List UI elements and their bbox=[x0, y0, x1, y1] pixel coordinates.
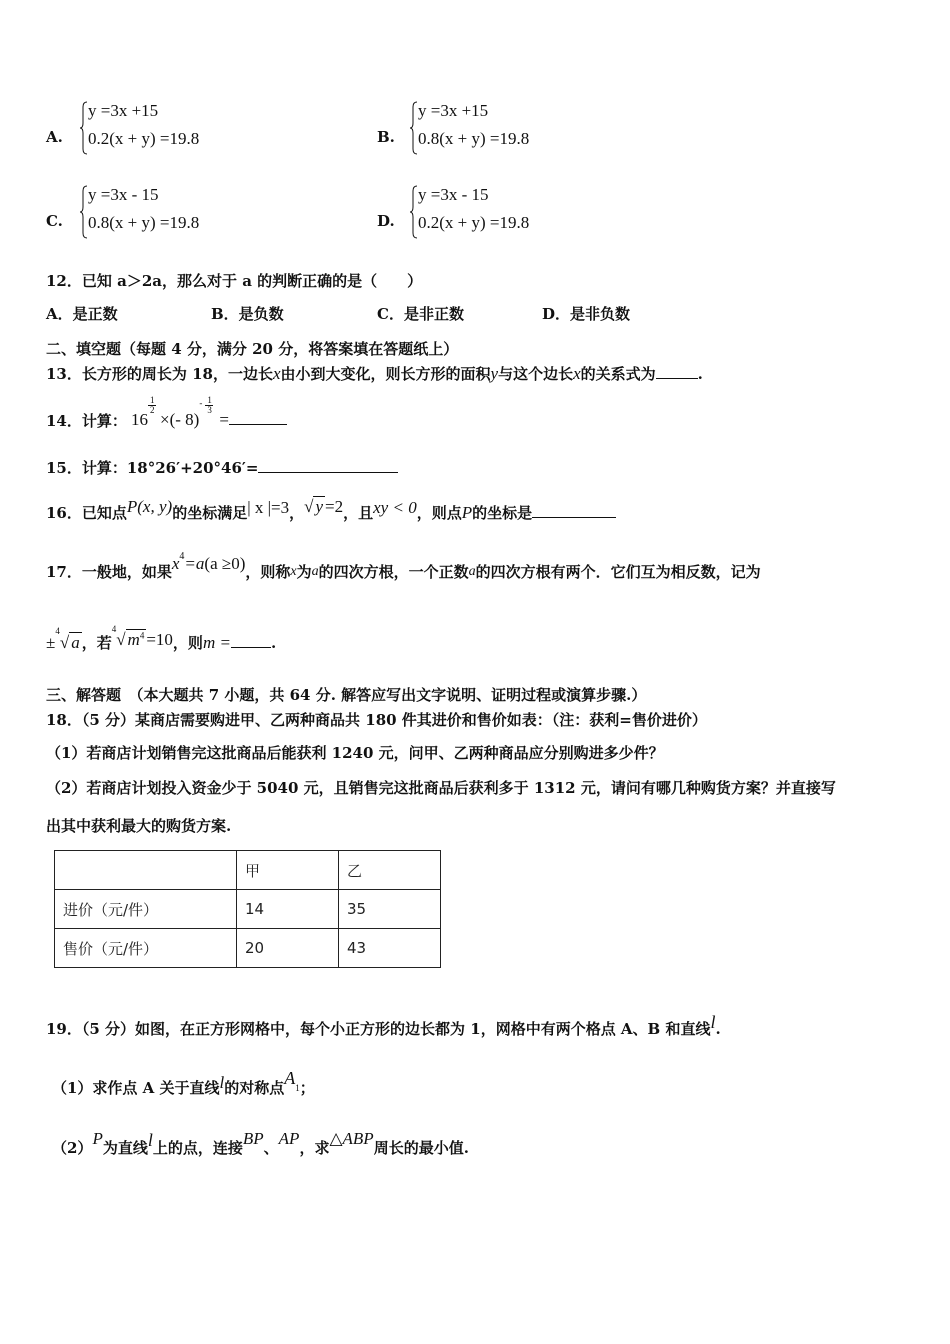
section-3-title: 三、解答题 （本大题共 7 小题，共 64 分. 解答应写出文字说明、证明过程或演算步骤.） bbox=[46, 686, 647, 704]
brace-icon bbox=[80, 101, 88, 155]
q16-var-p: P bbox=[461, 503, 473, 522]
q19-p2-var-l: l bbox=[147, 1130, 153, 1150]
q17-root2-index: 4 bbox=[111, 624, 117, 634]
q17-formula-rhs: =a bbox=[184, 554, 205, 573]
q19-p2-bp: BP bbox=[242, 1129, 264, 1148]
q19-part-1 bbox=[52, 1068, 315, 1099]
q17-root2-rhs: =10 bbox=[146, 630, 173, 649]
q17-var-a: a bbox=[311, 564, 319, 579]
option-a-label: A. bbox=[46, 128, 63, 146]
q14-exp2-sign: - bbox=[199, 398, 203, 408]
q19-p1-text-2: 的对称点 bbox=[224, 1079, 285, 1097]
q12-stem: 12．已知 a＞2a，那么对于 a 的判断正确的是（ ） bbox=[46, 272, 423, 290]
table-header-cell: 甲 bbox=[237, 851, 339, 890]
q16-answer-blank[interactable] bbox=[532, 503, 616, 518]
q19-p2-var-p: P bbox=[92, 1129, 103, 1148]
brace-icon bbox=[80, 185, 88, 239]
q14-times: ×(- 8) bbox=[160, 410, 200, 429]
q19-stem: 19．（5 分）如图，在正方形网格中，每个小正方形的边长都为 1，网格中有两个格点 A、B 和直线 bbox=[46, 1020, 711, 1038]
q19-part-2 bbox=[52, 1129, 469, 1158]
q19-p2-text-2: 为直线 bbox=[102, 1139, 148, 1157]
table-cell: 20 bbox=[237, 929, 339, 968]
q14-answer-blank[interactable] bbox=[229, 410, 287, 425]
option-b-eq2: 0.8(x + y) =19.8 bbox=[418, 129, 530, 148]
option-b-eq1: y =3x +15 bbox=[418, 101, 489, 120]
q17-answer-blank[interactable] bbox=[231, 633, 271, 648]
q16-point: P(x, y) bbox=[126, 497, 173, 516]
q13-answer-blank[interactable] bbox=[656, 364, 698, 379]
q12-option-c: C．是非正数 bbox=[377, 305, 464, 323]
table-cell: 43 bbox=[339, 929, 441, 968]
table-row bbox=[55, 929, 441, 968]
q13-text-3: 与这个边长 bbox=[498, 365, 574, 383]
q18-stem: 18．（5 分）某商店需要购进甲、乙两种商品共 180 件其进价和售价如表：（注：获利=售价进价） bbox=[46, 711, 707, 729]
q19-p2-text-3: 上的点，连接 bbox=[152, 1139, 243, 1157]
q14-exp1-num: 1 bbox=[150, 395, 155, 405]
price-table bbox=[54, 850, 441, 968]
q16-text-2: ，且 bbox=[343, 504, 374, 522]
q18-part-2-line-2: 出其中获利最大的购货方案. bbox=[46, 817, 232, 835]
q19-p2-sep: 、 bbox=[263, 1139, 279, 1157]
q19-end: . bbox=[715, 1020, 721, 1038]
q16-text-4: 的坐标是 bbox=[472, 504, 533, 522]
q19-p2-triangle: △ABP bbox=[329, 1129, 374, 1148]
q13-text-2: 由小到大变化，则长方形的面积 bbox=[280, 365, 491, 383]
q17-text-5: ，若 bbox=[81, 634, 112, 652]
q15 bbox=[46, 457, 398, 478]
q14-label: 14．计算： bbox=[46, 412, 127, 430]
q19-p1-var-l: l bbox=[219, 1073, 225, 1092]
option-a-eq1: y =3x +15 bbox=[88, 101, 159, 120]
q19-p1-text-3: ； bbox=[299, 1079, 315, 1097]
q13-var-y: y bbox=[490, 364, 499, 383]
option-d-eq1: y =3x - 15 bbox=[418, 185, 489, 204]
q17-formula-var: x bbox=[171, 554, 180, 573]
q17-text-1: ，则称 bbox=[245, 563, 291, 581]
q14-base: 16 bbox=[131, 410, 148, 429]
q16: 16．已知点P(x, y)的坐标满足| x |=3，√ y =2，且xy < 0，则点P的坐标是 bbox=[46, 502, 616, 523]
q13-text-4: 的关系式为 bbox=[580, 365, 656, 383]
q17-root-var: a bbox=[71, 633, 80, 652]
q17-text-2: 为 bbox=[296, 563, 312, 581]
option-d-eq2: 0.2(x + y) =19.8 bbox=[418, 213, 530, 232]
q14-exp2-den: 3 bbox=[207, 405, 212, 415]
table-cell: 14 bbox=[237, 890, 339, 929]
q16-sqrt-rhs: =2 bbox=[325, 497, 344, 516]
q17-label: 17．一般地，如果 bbox=[46, 563, 172, 581]
table-cell: 35 bbox=[339, 890, 441, 929]
q18-part-1: （1）若商店计划销售完这批商品后能获利 1240 元，问甲、乙两种商品应分别购进多少件？ bbox=[46, 744, 664, 762]
option-d-label: D. bbox=[377, 212, 395, 230]
q16-sep: ， bbox=[289, 504, 305, 522]
table-row bbox=[55, 890, 441, 929]
q19-p2-ap: AP bbox=[278, 1129, 300, 1148]
q14-exp2-num: 1 bbox=[207, 395, 212, 405]
option-c-label: C. bbox=[46, 212, 63, 230]
q18-part-2-line-1: （2）若商店计划投入资金少于 5040 元，且销售完这批商品后获利多于 1312 元，请问有哪几种购货方案？并直接写 bbox=[46, 779, 836, 797]
q12-option-a: A．是正数 bbox=[46, 305, 118, 323]
option-b-label: B. bbox=[377, 128, 395, 146]
q12-option-b: B．是负数 bbox=[211, 305, 284, 323]
q17-var-m: m = bbox=[202, 633, 231, 652]
q19-p1-text-1: （1）求作点 A 关于直线 bbox=[52, 1079, 220, 1097]
q14-equals: = bbox=[219, 410, 229, 429]
q12-option-d: D．是非负数 bbox=[542, 305, 631, 323]
q17-text-6: ，则 bbox=[172, 634, 203, 652]
q17-root2-exp: 4 bbox=[139, 630, 145, 641]
q19-p2-text-1: （2） bbox=[52, 1139, 93, 1157]
q13-text-1: 13．长方形的周长为 18，一边长 bbox=[46, 365, 273, 383]
table-header-cell bbox=[55, 851, 237, 890]
q17-root-index: 4 bbox=[55, 626, 60, 636]
q15-answer-blank[interactable] bbox=[258, 458, 398, 473]
q17-line-2: ±$^4$√ a ，若$^4$√ $m^4 =10$，则m = . bbox=[46, 624, 277, 652]
table-cell: 进价（元/件） bbox=[55, 890, 237, 929]
table-header-cell: 乙 bbox=[339, 851, 441, 890]
q13-var-x2: x bbox=[573, 364, 581, 383]
q13-var-x: x bbox=[272, 364, 281, 383]
q14-expression bbox=[131, 395, 287, 430]
q16-text-3: ，则点 bbox=[416, 504, 462, 522]
q17-var-a2: a bbox=[468, 564, 476, 579]
q16-text-1: 的坐标满足 bbox=[172, 504, 248, 522]
q14-exp1-den: 2 bbox=[150, 405, 155, 415]
q17-line-1 bbox=[46, 551, 761, 582]
brace-icon bbox=[410, 101, 418, 155]
q19-stem-line bbox=[46, 1012, 721, 1039]
q17-formula-cond: (a ≥0) bbox=[204, 554, 246, 573]
option-c-eq1: y =3x - 15 bbox=[88, 185, 159, 204]
q17-pm: ± bbox=[46, 633, 56, 652]
q17-text-3: 的四次方根，一个正数 bbox=[318, 563, 469, 581]
q19-p2-text-5: 周长的最小值. bbox=[373, 1139, 469, 1157]
section-2-title: 二、填空题（每题 4 分，满分 20 分，将答案填在答题纸上） bbox=[46, 340, 459, 358]
q17-end: . bbox=[270, 634, 277, 652]
q19-p1-var-a: A bbox=[284, 1068, 296, 1088]
q17-var-x: x bbox=[290, 564, 297, 579]
option-a-eq2: 0.2(x + y) =19.8 bbox=[88, 129, 200, 148]
q19-p1-sub: 1 bbox=[295, 1083, 300, 1093]
q19-p2-text-4: ，求 bbox=[299, 1139, 330, 1157]
q17-text-4: 的四次方根有两个．它们互为相反数，记为 bbox=[475, 563, 761, 581]
q19-var-l: l bbox=[710, 1012, 716, 1032]
q17-root2-var: m bbox=[127, 630, 140, 649]
brace-icon bbox=[410, 185, 418, 239]
q13 bbox=[46, 363, 703, 384]
q16-condition: xy < 0 bbox=[373, 498, 417, 517]
table-header-row bbox=[55, 851, 441, 890]
q16-abs-condition: | x |=3 bbox=[247, 498, 290, 517]
q17-formula-exp: 4 bbox=[179, 551, 185, 562]
q16-sqrt-var: y bbox=[315, 497, 324, 516]
table-cell: 售价（元/件） bbox=[55, 929, 237, 968]
q15-text: 15．计算：18°26′+20°46′= bbox=[46, 459, 259, 477]
q16-label: 16．已知点 bbox=[46, 504, 127, 522]
option-c-eq2: 0.8(x + y) =19.8 bbox=[88, 213, 200, 232]
q13-end: . bbox=[697, 365, 703, 383]
